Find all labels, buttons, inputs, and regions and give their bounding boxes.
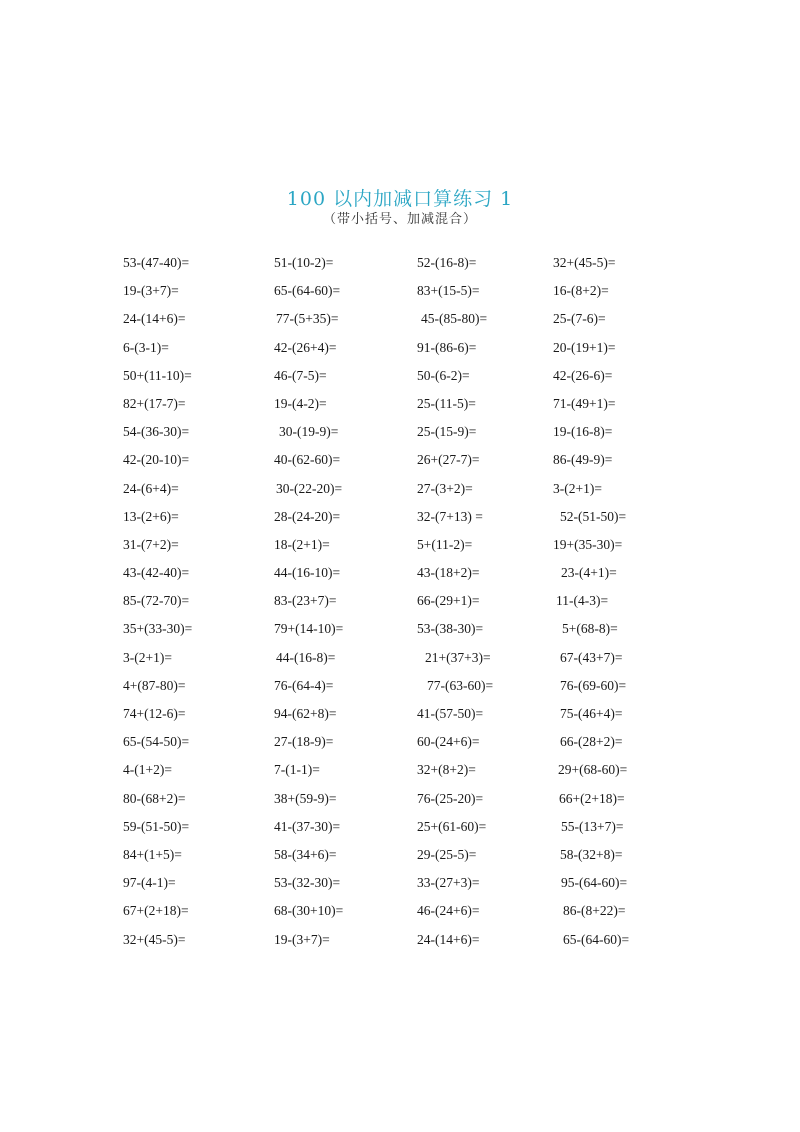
problem-item: 52-(16-8)=	[417, 255, 477, 270]
problem-row	[0, 506, 800, 534]
problem-item: 86-(8+22)=	[563, 903, 626, 919]
problem-row	[0, 703, 800, 731]
problem-item: 19+(35-30)=	[553, 536, 623, 552]
problem-item: 4+(87-80)=	[123, 677, 186, 693]
problem-item: 95-(64-60)=	[561, 875, 628, 891]
problem-grid	[0, 252, 800, 957]
problem-item: 84+(1+5)=	[123, 846, 182, 862]
problem-item: 28-(24-20)=	[274, 508, 341, 524]
problem-item: 16-(8+2)=	[553, 283, 609, 299]
problem-item: 65-(64-60)=	[563, 931, 630, 947]
problem-item: 97-(4-1)=	[123, 875, 176, 891]
problem-row	[0, 929, 800, 957]
problem-item: 58-(34+6)=	[274, 846, 337, 862]
problem-item: 3-(2+1)=	[553, 480, 602, 496]
problem-item: 80-(68+2)=	[123, 790, 186, 806]
problem-row	[0, 562, 800, 590]
problem-item: 74+(12-6)=	[123, 706, 186, 721]
problem-item: 32+(45-5)=	[553, 255, 616, 270]
problem-item: 65-(54-50)=	[123, 734, 190, 750]
problem-item: 53-(47-40)=	[123, 255, 190, 270]
problem-row	[0, 337, 800, 365]
problem-row	[0, 449, 800, 477]
problem-item: 79+(14-10)=	[274, 621, 344, 637]
problem-item: 3-(2+1)=	[123, 649, 172, 665]
problem-item: 27-(18-9)=	[274, 734, 334, 750]
problem-row	[0, 647, 800, 675]
problem-item: 44-(16-8)=	[276, 649, 336, 665]
problem-item: 59-(51-50)=	[123, 818, 190, 834]
problem-row	[0, 478, 800, 506]
problem-item: 67+(2+18)=	[123, 903, 189, 919]
problem-item: 35+(33-30)=	[123, 621, 193, 637]
problem-item: 42-(20-10)=	[123, 452, 190, 468]
problem-row	[0, 534, 800, 562]
problem-item: 50-(6-2)=	[417, 367, 470, 383]
problem-item: 83+(15-5)=	[417, 283, 480, 299]
problem-item: 76-(69-60)=	[560, 677, 627, 693]
problem-row	[0, 900, 800, 928]
problem-item: 43-(18+2)=	[417, 565, 480, 581]
problem-item: 42-(26+4)=	[274, 339, 337, 355]
problem-row	[0, 618, 800, 646]
problem-item: 91-(86-6)=	[417, 339, 477, 355]
problem-item: 45-(85-80)=	[421, 311, 488, 327]
problem-item: 86-(49-9)=	[553, 452, 613, 468]
problem-row	[0, 731, 800, 759]
problem-item: 53-(38-30)=	[417, 621, 484, 637]
problem-item: 27-(3+2)=	[417, 480, 473, 496]
problem-item: 25-(11-5)=	[417, 395, 476, 411]
problem-item: 41-(37-30)=	[274, 818, 341, 834]
problem-item: 5+(11-2)=	[417, 536, 473, 552]
problem-row	[0, 759, 800, 787]
problem-item: 20-(19+1)=	[553, 339, 616, 355]
problem-item: 76-(64-4)=	[274, 677, 334, 693]
problem-item: 30-(22-20)=	[276, 480, 343, 496]
problem-row	[0, 252, 800, 280]
problem-item: 11-(4-3)=	[556, 593, 609, 609]
problem-row	[0, 788, 800, 816]
problem-item: 13-(2+6)=	[123, 508, 179, 524]
problem-item: 19-(4-2)=	[274, 395, 327, 411]
problem-row	[0, 365, 800, 393]
problem-item: 19-(3+7)=	[123, 283, 179, 299]
problem-item: 76-(25-20)=	[417, 790, 484, 806]
problem-item: 23-(4+1)=	[561, 565, 617, 581]
problem-item: 83-(23+7)=	[274, 593, 337, 609]
problem-item: 52-(51-50)=	[560, 508, 627, 524]
problem-item: 94-(62+8)=	[274, 706, 337, 721]
problem-item: 32+(8+2)=	[417, 762, 476, 778]
worksheet-subtitle: （带小括号、加减混合）	[322, 212, 477, 227]
problem-item: 67-(43+7)=	[560, 649, 623, 665]
problem-item: 66-(29+1)=	[417, 593, 480, 609]
problem-item: 25+(61-60)=	[417, 818, 487, 834]
problem-item: 44-(16-10)=	[274, 565, 341, 581]
problem-row	[0, 280, 800, 308]
problem-item: 24-(6+4)=	[123, 480, 179, 496]
problem-row	[0, 872, 800, 900]
problem-item: 41-(57-50)=	[417, 706, 484, 721]
problem-item: 46-(7-5)=	[274, 367, 327, 383]
problem-item: 82+(17-7)=	[123, 395, 186, 411]
problem-item: 25-(15-9)=	[417, 424, 477, 440]
problem-item: 43-(42-40)=	[123, 565, 190, 581]
problem-item: 46-(24+6)=	[417, 903, 480, 919]
problem-item: 24-(14+6)=	[417, 931, 480, 947]
problem-item: 5+(68-8)=	[562, 621, 618, 637]
problem-item: 68-(30+10)=	[274, 903, 344, 919]
problem-item: 77-(63-60)=	[427, 677, 494, 693]
problem-item: 25-(7-6)=	[553, 311, 606, 327]
problem-item: 53-(32-30)=	[274, 875, 341, 891]
problem-item: 18-(2+1)=	[274, 536, 330, 552]
problem-item: 77-(5+35)=	[276, 311, 339, 327]
problem-item: 75-(46+4)=	[560, 706, 623, 721]
problem-item: 19-(3+7)=	[274, 931, 330, 947]
problem-row	[0, 844, 800, 872]
problem-row	[0, 590, 800, 618]
problem-row	[0, 675, 800, 703]
worksheet-title: 100 以内加减口算练习 1	[286, 188, 514, 210]
problem-item: 60-(24+6)=	[417, 734, 480, 750]
problem-row	[0, 308, 800, 336]
problem-item: 7-(1-1)=	[274, 762, 320, 778]
problem-item: 19-(16-8)=	[553, 424, 613, 440]
problem-item: 38+(59-9)=	[274, 790, 337, 806]
problem-item: 50+(11-10)=	[123, 367, 192, 383]
problem-item: 40-(62-60)=	[274, 452, 341, 468]
problem-item: 33-(27+3)=	[417, 875, 480, 891]
problem-item: 32+(45-5)=	[123, 931, 186, 947]
problem-item: 66-(28+2)=	[560, 734, 623, 750]
problem-row	[0, 393, 800, 421]
problem-row	[0, 421, 800, 449]
problem-item: 71-(49+1)=	[553, 395, 616, 411]
problem-item: 26+(27-7)=	[417, 452, 480, 468]
problem-item: 32-(7+13) =	[417, 508, 483, 524]
problem-item: 54-(36-30)=	[123, 424, 190, 440]
problem-item: 55-(13+7)=	[561, 818, 624, 834]
problem-item: 24-(14+6)=	[123, 311, 186, 327]
problem-row	[0, 816, 800, 844]
problem-item: 4-(1+2)=	[123, 762, 172, 778]
problem-item: 29-(25-5)=	[417, 846, 477, 862]
problem-item: 30-(19-9)=	[279, 424, 339, 440]
problem-item: 65-(64-60)=	[274, 283, 341, 299]
problem-item: 31-(7+2)=	[123, 536, 179, 552]
problem-item: 21+(37+3)=	[425, 649, 491, 665]
problem-item: 66+(2+18)=	[559, 790, 625, 806]
problem-item: 85-(72-70)=	[123, 593, 190, 609]
problem-item: 51-(10-2)=	[274, 255, 334, 270]
problem-item: 58-(32+8)=	[560, 846, 623, 862]
problem-item: 29+(68-60)=	[558, 762, 628, 778]
problem-item: 42-(26-6)=	[553, 367, 613, 383]
problem-item: 6-(3-1)=	[123, 339, 169, 355]
